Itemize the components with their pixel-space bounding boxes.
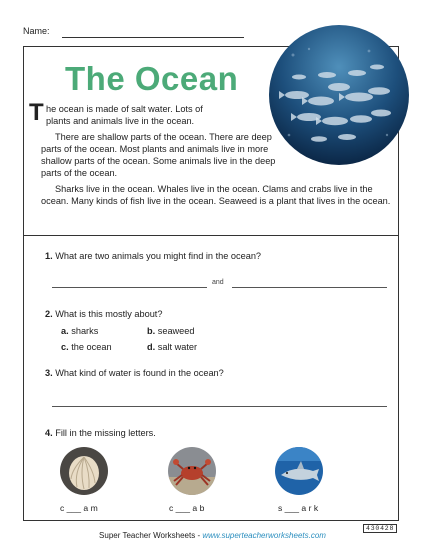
question-1: [45, 251, 261, 261]
question-number: 4.: [45, 428, 53, 438]
answer-1b-line[interactable]: [232, 287, 387, 288]
question-number: 3.: [45, 368, 53, 378]
footer-separator: -: [195, 531, 203, 540]
drop-cap: T: [29, 99, 44, 126]
and-label: and: [212, 279, 224, 286]
question-number: 1.: [45, 251, 53, 261]
option-text: salt water: [157, 342, 198, 352]
option-letter: b.: [147, 326, 156, 336]
paragraph-3: Sharks live in the ocean. Whales live in the ocean. Clams and crabs live in the ocean. Many kinds of fish live in the ocean. Seaweed is a plant that lives in the ocean.: [41, 184, 391, 206]
option-text: sharks: [71, 326, 99, 336]
paragraph-2: [41, 131, 281, 179]
footer-brand: Super Teacher Worksheets: [99, 531, 196, 540]
footer: [0, 531, 425, 540]
question-3: [45, 368, 224, 378]
fill-in-clam[interactable]: c ___ a m: [60, 503, 98, 513]
paragraph-2-text: There are shallow parts of the ocean. There are deep parts of the ocean. Most plants and animals live in more shallow parts of the ocean. Some animals live in the deep parts of the ocean.: [41, 132, 276, 178]
clam-shell-image: [60, 447, 108, 495]
option-text: seaweed: [157, 326, 195, 336]
question-4-text: Fill in the missing letters.: [55, 428, 156, 438]
option-text: the ocean: [71, 342, 112, 352]
option-letter: d.: [147, 342, 156, 352]
option-letter: a.: [61, 326, 69, 336]
ocean-fish-photo: [269, 25, 409, 165]
question-4: [45, 428, 156, 438]
question-2: [45, 309, 162, 319]
option-b[interactable]: [147, 326, 195, 336]
question-2-text: What is this mostly about?: [55, 309, 163, 319]
worksheet-code: 430428: [363, 524, 397, 533]
shark-image: [275, 447, 323, 495]
fill-in-crab[interactable]: c ___ a b: [169, 503, 205, 513]
option-letter: c.: [61, 342, 69, 352]
name-field[interactable]: [62, 37, 244, 38]
name-label: Name:: [23, 26, 50, 36]
answer-1a-line[interactable]: [52, 287, 207, 288]
option-d[interactable]: [147, 342, 197, 352]
question-number: 2.: [45, 309, 53, 319]
crab-image: [168, 447, 216, 495]
page-title: The Ocean: [65, 60, 239, 97]
option-a[interactable]: [61, 326, 98, 336]
question-3-text: What kind of water is found in the ocean?: [55, 368, 224, 378]
paragraph-1-line-2: plants and animals live in the ocean.: [46, 116, 195, 126]
option-c[interactable]: [61, 342, 112, 352]
fill-in-shark[interactable]: s ___ a r k: [278, 503, 319, 513]
footer-site-link[interactable]: www.superteacherworksheets.com: [202, 531, 326, 540]
answer-3-line[interactable]: [52, 406, 387, 407]
question-1-text: What are two animals you might find in the ocean?: [55, 251, 262, 261]
paragraph-1-line-1: he ocean is made of salt water. Lots of: [46, 104, 203, 114]
section-divider: [23, 235, 399, 236]
